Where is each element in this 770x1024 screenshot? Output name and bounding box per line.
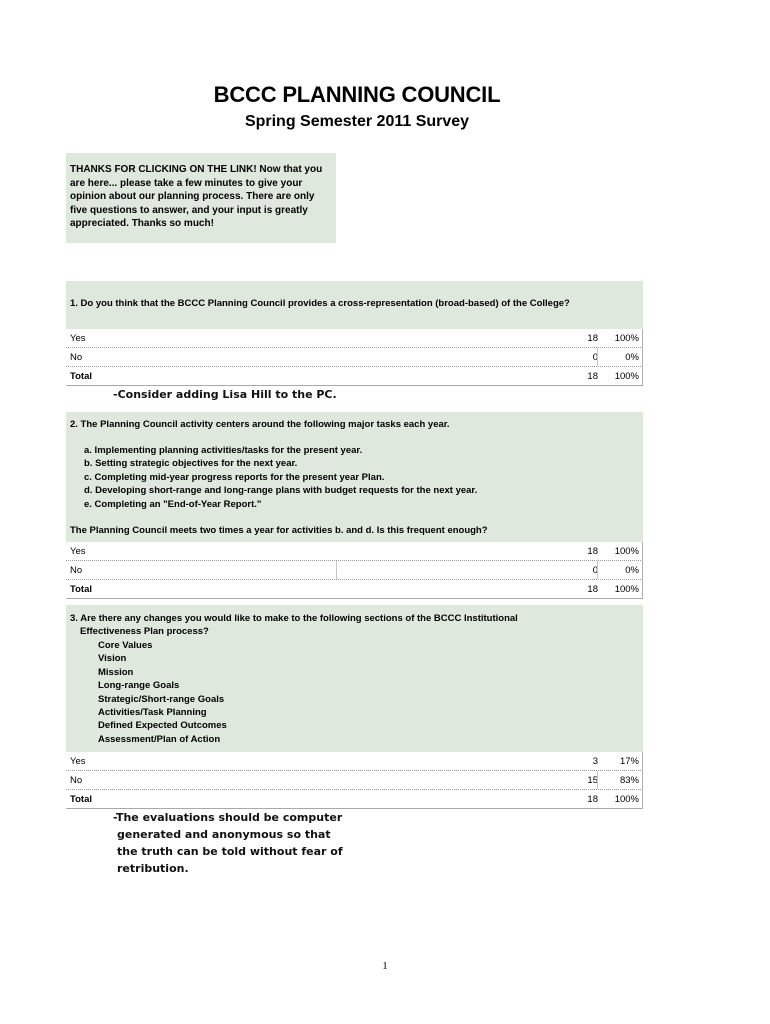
question-3-box	[66, 605, 643, 752]
cell-divider	[597, 348, 598, 366]
page-title: BCCC PLANNING COUNCIL	[213, 82, 501, 107]
question-3-text-cont: Effectiveness Plan process?	[80, 626, 209, 637]
question-2-box	[66, 412, 643, 542]
q3-section: Strategic/Short-range Goals	[98, 693, 225, 705]
q3-section: Long-range Goals	[98, 680, 180, 692]
row-percent: 100%	[614, 333, 639, 344]
row-label: Yes	[70, 756, 86, 767]
q2-task: e. Completing an "End-of-Year Report."	[84, 498, 262, 510]
row-label: No	[70, 352, 83, 363]
q2-task-list	[84, 444, 477, 511]
q3-comment	[113, 809, 343, 877]
q2-row-yes	[66, 542, 643, 561]
q3-comment-line: retribution.	[117, 862, 189, 875]
q1-row-no	[66, 348, 643, 367]
row-percent: 100%	[614, 794, 639, 805]
row-count: 18	[587, 371, 598, 382]
row-label: Total	[70, 794, 92, 805]
q1-row-yes	[66, 329, 643, 348]
row-percent: 100%	[614, 584, 639, 595]
q2-followup: The Planning Council meets two times a year for activities b. and d. Is this frequent enough?	[70, 525, 488, 536]
row-label: Yes	[70, 333, 86, 344]
q3-section: Vision	[98, 653, 127, 665]
intro-line: are here... please take a few minutes to give your	[70, 177, 303, 189]
q3-section: Activities/Task Planning	[98, 707, 207, 719]
q3-section: Core Values	[98, 640, 153, 651]
intro-line: appreciated. Thanks so much!	[70, 218, 214, 229]
question-1-text: 1. Do you think that the BCCC Planning Council provides a cross-representation (broad-based) of the College?	[70, 298, 570, 309]
q2-row-no	[66, 561, 643, 580]
question-3-text: 3. Are there any changes you would like to make to the following sections of the BCCC Institutional	[70, 613, 518, 624]
cell-divider	[597, 561, 598, 579]
intro-line: THANKS FOR CLICKING ON THE LINK! Now that you	[70, 164, 323, 175]
row-label: Total	[70, 371, 92, 382]
q2-task: a. Implementing planning activities/tasks for the present year.	[84, 445, 363, 456]
q3-comment-line: the truth can be told without fear of	[117, 845, 343, 858]
q2-row-total	[66, 580, 643, 599]
row-percent: 83%	[619, 775, 639, 786]
row-count: 3	[592, 756, 598, 767]
row-count: 15	[587, 775, 598, 786]
q3-row-no	[66, 771, 643, 790]
row-percent: 0%	[625, 352, 639, 363]
row-count: 18	[587, 546, 598, 557]
q1-comment: -Consider adding Lisa Hill to the PC.	[113, 388, 337, 401]
q3-section: Mission	[98, 666, 134, 678]
row-count: 0	[592, 352, 598, 363]
row-count: 0	[592, 565, 598, 576]
row-count: 18	[587, 584, 598, 595]
q1-row-total	[66, 367, 643, 386]
cell-divider	[597, 771, 598, 789]
q3-row-yes	[66, 752, 643, 771]
row-label: Total	[70, 584, 92, 595]
q3-comment-line: -The evaluations should be computer	[113, 811, 343, 824]
q3-row-total	[66, 790, 643, 809]
question-1-box	[66, 281, 643, 329]
q2-task: b. Setting strategic objectives for the next year.	[84, 458, 298, 470]
row-label: No	[70, 565, 83, 576]
row-label: Yes	[70, 546, 86, 557]
intro-line: five questions to answer, and your input is greatly	[70, 204, 308, 216]
row-percent: 17%	[619, 756, 639, 767]
page-subtitle: Spring Semester 2011 Survey	[244, 113, 470, 130]
row-label: No	[70, 775, 83, 786]
q3-section-list	[98, 639, 227, 746]
q3-section: Defined Expected Outcomes	[98, 720, 227, 732]
row-count: 18	[587, 794, 598, 805]
page-number: 1	[382, 960, 388, 972]
cell-divider	[336, 561, 337, 579]
row-percent: 0%	[625, 565, 639, 576]
row-percent: 100%	[614, 546, 639, 557]
q2-task: d. Developing short-range and long-range plans with budget requests for the next year.	[84, 485, 478, 497]
row-percent: 100%	[614, 371, 639, 382]
q3-comment-line: generated and anonymous so that	[117, 828, 331, 841]
question-2-text: 2. The Planning Council activity centers around the following major tasks each year.	[70, 419, 450, 430]
intro-line: opinion about our planning process. There are only	[70, 191, 315, 202]
row-count: 18	[587, 333, 598, 344]
q2-task: c. Completing mid-year progress reports for the present year Plan.	[84, 471, 385, 483]
q3-section: Assessment/Plan of Action	[98, 733, 221, 745]
intro-box	[66, 153, 336, 243]
